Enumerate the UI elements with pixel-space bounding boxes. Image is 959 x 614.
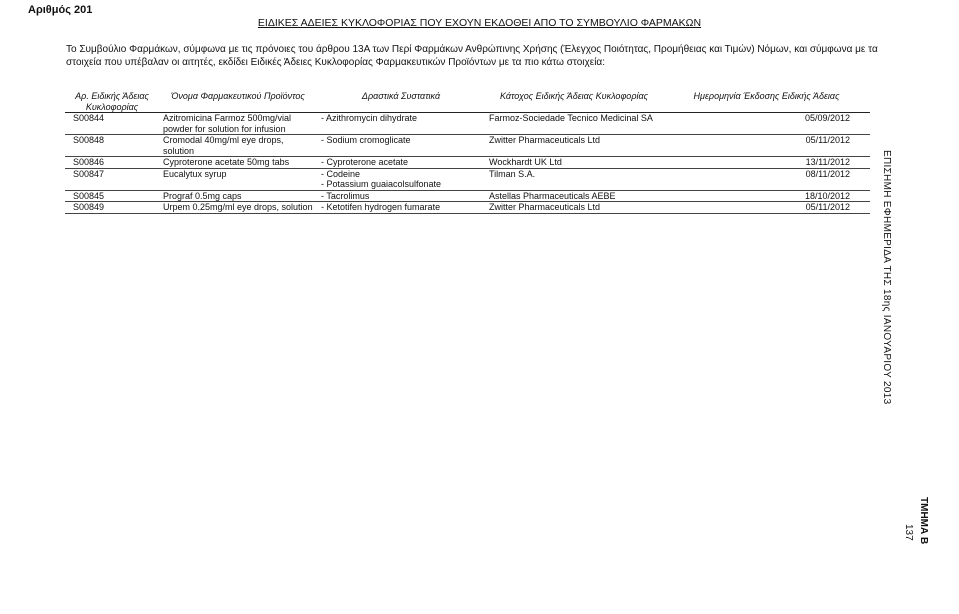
page-number: Αριθμός 201 (28, 4, 93, 16)
cell-product: Prograf 0.5mg caps (159, 190, 317, 202)
table-row (65, 135, 870, 157)
cell-active (317, 168, 485, 190)
table-header-row (65, 91, 870, 113)
cell-date: 13/11/2012 (663, 157, 870, 169)
active-ingredient: - Azithromycin dihydrate (321, 113, 418, 123)
active-ingredient: - Ketotifen hydrogen fumarate (321, 202, 441, 212)
cell-holder: Astellas Pharmaceuticals AEBE (485, 190, 663, 202)
cell-active (317, 190, 485, 202)
cell-code: S00847 (65, 168, 159, 190)
intro-paragraph: Το Συμβούλιο Φαρμάκων, σύμφωνα με τις πρόνοιες του άρθρου 13Α των Περί Φαρμάκων Ανθρώπινης Χρήσης (Έλεγχος Ποιότητας, Προμήθειας και Τιμών) Νόμων, και σύμφωνα με τα στοιχεία που υπέβαλαν οι αιτητές, εκδίδει Ειδικές Άδειες Κυκλοφορίας Φαρμακευτικών Προϊόντων με τα πιο κάτω στοιχεία: (66, 44, 878, 68)
cell-date: 05/11/2012 (663, 202, 870, 214)
header-holder: Κάτοχος Ειδικής Άδειας Κυκλοφορίας (485, 91, 663, 113)
table-row (65, 190, 870, 202)
cell-code: S00848 (65, 135, 159, 157)
cell-code: S00844 (65, 113, 159, 135)
cell-product: Azitromicina Farmoz 500mg/vial powder for solution for infusion (159, 113, 317, 135)
cell-date: 05/09/2012 (663, 113, 870, 135)
table-row (65, 168, 870, 190)
active-ingredient: - Sodium cromoglicate (321, 135, 411, 145)
page-label: 137 (903, 524, 914, 541)
cell-active (317, 135, 485, 157)
active-ingredient: - Cyproterone acetate (321, 157, 409, 167)
cell-product: Cromodal 40mg/ml eye drops, solution (159, 135, 317, 157)
document-heading: ΕΙΔΙΚΕΣ ΑΔΕΙΕΣ ΚΥΚΛΟΦΟΡΙΑΣ ΠΟΥ ΕΧΟΥΝ ΕΚΔΟΘΕΙ ΑΠΟ ΤΟ ΣΥΜΒΟΥΛΙΟ ΦΑΡΜΑΚΩΝ (257, 17, 702, 29)
header-product: Όνομα Φαρμακευτικού Προϊόντος (159, 91, 317, 113)
cell-active (317, 202, 485, 214)
table-row (65, 113, 870, 135)
gazette-issue-label: ΕΠΙΣΗΜΗ ΕΦΗΜΕΡΙΔΑ ΤΗΣ 18ης ΙΑΝΟΥΑΡΙΟΥ 2013 (881, 150, 892, 405)
cell-holder: Zwitter Pharmaceuticals Ltd (485, 135, 663, 157)
cell-holder: Wockhardt UK Ltd (485, 157, 663, 169)
active-ingredient: - Tacrolimus (321, 190, 370, 201)
cell-date: 18/10/2012 (663, 190, 870, 202)
licences-table (65, 91, 870, 214)
cell-date: 05/11/2012 (663, 135, 870, 157)
active-ingredient: - Codeine (321, 168, 361, 179)
header-active: Δραστικά Συστατικά (317, 91, 485, 113)
cell-holder: Zwitter Pharmaceuticals Ltd (485, 202, 663, 214)
cell-product: Cyproterone acetate 50mg tabs (159, 157, 317, 169)
cell-code: S00846 (65, 157, 159, 169)
table-row (65, 202, 870, 214)
cell-product: Eucalytux syrup (159, 168, 317, 190)
cell-holder: Farmoz-Sociedade Tecnico Medicinal SA (485, 113, 663, 135)
cell-product: Urpem 0.25mg/ml eye drops, solution (159, 202, 317, 214)
section-label: ΤΜΗΜΑ Β (918, 497, 929, 545)
cell-active (317, 113, 485, 135)
header-code: Αρ. Ειδικής Άδειας Κυκλοφορίας (65, 91, 159, 113)
cell-active (317, 157, 485, 169)
header-date: Ημερομηνία Έκδοσης Ειδικής Άδειας (663, 91, 870, 113)
cell-code: S00849 (65, 202, 159, 214)
active-ingredient: - Potassium guaiacolsulfonate (321, 179, 442, 189)
table-row (65, 157, 870, 169)
cell-date: 08/11/2012 (663, 168, 870, 190)
cell-code: S00845 (65, 190, 159, 202)
cell-holder: Tilman S.A. (485, 168, 663, 190)
